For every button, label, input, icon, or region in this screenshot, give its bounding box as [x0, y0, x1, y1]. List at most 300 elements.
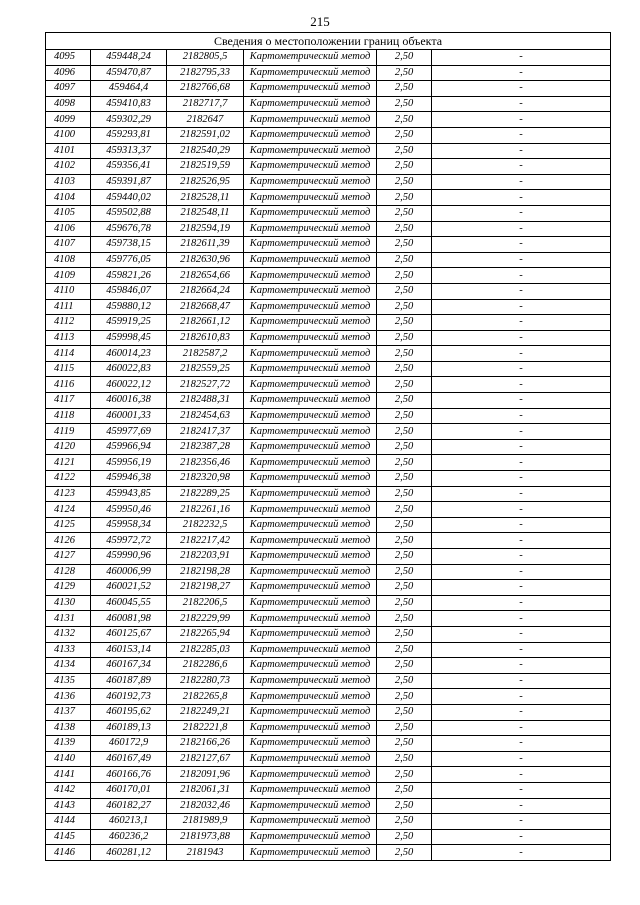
y-coordinate-cell: 2182229,99 — [167, 611, 244, 627]
x-coordinate-cell: 459950,46 — [91, 502, 167, 518]
accuracy-cell: 2,50 — [377, 174, 432, 190]
x-coordinate-cell: 459972,72 — [91, 533, 167, 549]
x-coordinate-cell: 460192,73 — [91, 689, 167, 705]
method-cell: Картометрический метод — [244, 81, 377, 97]
accuracy-cell: 2,50 — [377, 143, 432, 159]
accuracy-cell: 2,50 — [377, 517, 432, 533]
table-row — [46, 50, 611, 66]
x-coordinate-cell: 460189,13 — [91, 720, 167, 736]
point-number-cell: 4097 — [46, 81, 91, 97]
accuracy-cell: 2,50 — [377, 814, 432, 830]
accuracy-cell: 2,50 — [377, 533, 432, 549]
y-coordinate-cell: 2182249,21 — [167, 704, 244, 720]
accuracy-cell: 2,50 — [377, 502, 432, 518]
y-coordinate-cell: 2182280,73 — [167, 673, 244, 689]
accuracy-cell: 2,50 — [377, 486, 432, 502]
accuracy-cell: 2,50 — [377, 845, 432, 861]
y-coordinate-cell: 2182610,83 — [167, 330, 244, 346]
method-cell: Картометрический метод — [244, 689, 377, 705]
x-coordinate-cell: 459880,12 — [91, 299, 167, 315]
x-coordinate-cell: 459293,81 — [91, 127, 167, 143]
description-cell: - — [432, 330, 611, 346]
accuracy-cell: 2,50 — [377, 299, 432, 315]
method-cell: Картометрический метод — [244, 642, 377, 658]
method-cell: Картометрический метод — [244, 143, 377, 159]
description-cell: - — [432, 564, 611, 580]
y-coordinate-cell: 2182265,94 — [167, 626, 244, 642]
accuracy-cell: 2,50 — [377, 751, 432, 767]
point-number-cell: 4096 — [46, 65, 91, 81]
x-coordinate-cell: 459998,45 — [91, 330, 167, 346]
method-cell: Картометрический метод — [244, 486, 377, 502]
accuracy-cell: 2,50 — [377, 424, 432, 440]
accuracy-cell: 2,50 — [377, 626, 432, 642]
accuracy-cell: 2,50 — [377, 96, 432, 112]
method-cell: Картометрический метод — [244, 330, 377, 346]
method-cell: Картометрический метод — [244, 611, 377, 627]
accuracy-cell: 2,50 — [377, 549, 432, 565]
point-number-cell: 4104 — [46, 190, 91, 206]
point-number-cell: 4144 — [46, 814, 91, 830]
table-row — [46, 112, 611, 128]
x-coordinate-cell: 459946,38 — [91, 471, 167, 487]
y-coordinate-cell: 2182668,47 — [167, 299, 244, 315]
y-coordinate-cell: 2182654,66 — [167, 268, 244, 284]
point-number-cell: 4108 — [46, 252, 91, 268]
description-cell: - — [432, 767, 611, 783]
table-row — [46, 580, 611, 596]
y-coordinate-cell: 2182221,8 — [167, 720, 244, 736]
x-coordinate-cell: 459410,83 — [91, 96, 167, 112]
description-cell: - — [432, 486, 611, 502]
x-coordinate-cell: 460125,67 — [91, 626, 167, 642]
method-cell: Картометрический метод — [244, 268, 377, 284]
x-coordinate-cell: 460081,98 — [91, 611, 167, 627]
description-cell: - — [432, 252, 611, 268]
method-cell: Картометрический метод — [244, 346, 377, 362]
y-coordinate-cell: 2182387,28 — [167, 439, 244, 455]
table-row — [46, 626, 611, 642]
accuracy-cell: 2,50 — [377, 455, 432, 471]
table-row — [46, 564, 611, 580]
point-number-cell: 4099 — [46, 112, 91, 128]
description-cell: - — [432, 315, 611, 331]
x-coordinate-cell: 460167,34 — [91, 658, 167, 674]
table-row — [46, 767, 611, 783]
table-row — [46, 315, 611, 331]
method-cell: Картометрический метод — [244, 424, 377, 440]
table-row — [46, 81, 611, 97]
description-cell: - — [432, 455, 611, 471]
table-row — [46, 533, 611, 549]
x-coordinate-cell: 460167,49 — [91, 751, 167, 767]
description-cell: - — [432, 814, 611, 830]
accuracy-cell: 2,50 — [377, 767, 432, 783]
point-number-cell: 4095 — [46, 50, 91, 66]
table-row — [46, 408, 611, 424]
description-cell: - — [432, 205, 611, 221]
method-cell: Картометрический метод — [244, 190, 377, 206]
point-number-cell: 4125 — [46, 517, 91, 533]
x-coordinate-cell: 459977,69 — [91, 424, 167, 440]
point-number-cell: 4098 — [46, 96, 91, 112]
x-coordinate-cell: 459776,05 — [91, 252, 167, 268]
point-number-cell: 4137 — [46, 704, 91, 720]
x-coordinate-cell: 459356,41 — [91, 159, 167, 175]
x-coordinate-cell: 459846,07 — [91, 283, 167, 299]
method-cell: Картометрический метод — [244, 408, 377, 424]
table-row — [46, 346, 611, 362]
table-row — [46, 455, 611, 471]
point-number-cell: 4129 — [46, 580, 91, 596]
accuracy-cell: 2,50 — [377, 736, 432, 752]
x-coordinate-cell: 459448,24 — [91, 50, 167, 66]
table-row — [46, 611, 611, 627]
x-coordinate-cell: 460172,9 — [91, 736, 167, 752]
method-cell: Картометрический метод — [244, 377, 377, 393]
y-coordinate-cell: 2182528,11 — [167, 190, 244, 206]
y-coordinate-cell: 2182061,31 — [167, 782, 244, 798]
x-coordinate-cell: 459990,96 — [91, 549, 167, 565]
point-number-cell: 4101 — [46, 143, 91, 159]
accuracy-cell: 2,50 — [377, 829, 432, 845]
point-number-cell: 4133 — [46, 642, 91, 658]
accuracy-cell: 2,50 — [377, 704, 432, 720]
description-cell: - — [432, 549, 611, 565]
point-number-cell: 4107 — [46, 237, 91, 253]
point-number-cell: 4145 — [46, 829, 91, 845]
point-number-cell: 4132 — [46, 626, 91, 642]
y-coordinate-cell: 2182488,31 — [167, 393, 244, 409]
point-number-cell: 4130 — [46, 595, 91, 611]
accuracy-cell: 2,50 — [377, 471, 432, 487]
point-number-cell: 4109 — [46, 268, 91, 284]
point-number-cell: 4136 — [46, 689, 91, 705]
y-coordinate-cell: 2182766,68 — [167, 81, 244, 97]
table-row — [46, 221, 611, 237]
method-cell: Картометрический метод — [244, 50, 377, 66]
method-cell: Картометрический метод — [244, 533, 377, 549]
table-row — [46, 127, 611, 143]
y-coordinate-cell: 2182127,67 — [167, 751, 244, 767]
x-coordinate-cell: 459440,02 — [91, 190, 167, 206]
point-number-cell: 4116 — [46, 377, 91, 393]
accuracy-cell: 2,50 — [377, 642, 432, 658]
y-coordinate-cell: 2182594,19 — [167, 221, 244, 237]
table-row — [46, 361, 611, 377]
x-coordinate-cell: 459956,19 — [91, 455, 167, 471]
accuracy-cell: 2,50 — [377, 221, 432, 237]
point-number-cell: 4110 — [46, 283, 91, 299]
y-coordinate-cell: 2182261,16 — [167, 502, 244, 518]
description-cell: - — [432, 580, 611, 596]
y-coordinate-cell: 2182527,72 — [167, 377, 244, 393]
table-row — [46, 190, 611, 206]
point-number-cell: 4114 — [46, 346, 91, 362]
description-cell: - — [432, 626, 611, 642]
description-cell: - — [432, 174, 611, 190]
y-coordinate-cell: 2182286,6 — [167, 658, 244, 674]
method-cell: Картометрический метод — [244, 673, 377, 689]
description-cell: - — [432, 845, 611, 861]
point-number-cell: 4143 — [46, 798, 91, 814]
table-row — [46, 143, 611, 159]
accuracy-cell: 2,50 — [377, 782, 432, 798]
description-cell: - — [432, 159, 611, 175]
accuracy-cell: 2,50 — [377, 408, 432, 424]
description-cell: - — [432, 127, 611, 143]
table-row — [46, 393, 611, 409]
x-coordinate-cell: 459943,85 — [91, 486, 167, 502]
table-row — [46, 65, 611, 81]
point-number-cell: 4105 — [46, 205, 91, 221]
method-cell: Картометрический метод — [244, 205, 377, 221]
accuracy-cell: 2,50 — [377, 315, 432, 331]
x-coordinate-cell: 460170,01 — [91, 782, 167, 798]
table-title: Сведения о местоположении границ объекта — [46, 33, 611, 50]
accuracy-cell: 2,50 — [377, 393, 432, 409]
accuracy-cell: 2,50 — [377, 330, 432, 346]
description-cell: - — [432, 50, 611, 66]
description-cell: - — [432, 704, 611, 720]
table-row — [46, 205, 611, 221]
x-coordinate-cell: 460016,38 — [91, 393, 167, 409]
y-coordinate-cell: 2182285,03 — [167, 642, 244, 658]
method-cell: Картометрический метод — [244, 814, 377, 830]
accuracy-cell: 2,50 — [377, 580, 432, 596]
table-row — [46, 377, 611, 393]
table-row — [46, 658, 611, 674]
x-coordinate-cell: 459470,87 — [91, 65, 167, 81]
description-cell: - — [432, 377, 611, 393]
y-coordinate-cell: 2182587,2 — [167, 346, 244, 362]
description-cell: - — [432, 829, 611, 845]
x-coordinate-cell: 459966,94 — [91, 439, 167, 455]
point-number-cell: 4115 — [46, 361, 91, 377]
accuracy-cell: 2,50 — [377, 658, 432, 674]
table-row — [46, 502, 611, 518]
method-cell: Картометрический метод — [244, 393, 377, 409]
accuracy-cell: 2,50 — [377, 65, 432, 81]
table-row — [46, 782, 611, 798]
x-coordinate-cell: 459919,25 — [91, 315, 167, 331]
table-row — [46, 798, 611, 814]
point-number-cell: 4113 — [46, 330, 91, 346]
accuracy-cell: 2,50 — [377, 159, 432, 175]
y-coordinate-cell: 2182166,26 — [167, 736, 244, 752]
method-cell: Картометрический метод — [244, 252, 377, 268]
description-cell: - — [432, 361, 611, 377]
table-row — [46, 673, 611, 689]
table-row — [46, 704, 611, 720]
method-cell: Картометрический метод — [244, 580, 377, 596]
y-coordinate-cell: 2182519,59 — [167, 159, 244, 175]
accuracy-cell: 2,50 — [377, 361, 432, 377]
method-cell: Картометрический метод — [244, 829, 377, 845]
point-number-cell: 4100 — [46, 127, 91, 143]
x-coordinate-cell: 459502,88 — [91, 205, 167, 221]
table-row — [46, 237, 611, 253]
point-number-cell: 4135 — [46, 673, 91, 689]
point-number-cell: 4142 — [46, 782, 91, 798]
y-coordinate-cell: 2182548,11 — [167, 205, 244, 221]
description-cell: - — [432, 143, 611, 159]
y-coordinate-cell: 2182591,02 — [167, 127, 244, 143]
x-coordinate-cell: 460006,99 — [91, 564, 167, 580]
x-coordinate-cell: 459464,4 — [91, 81, 167, 97]
point-number-cell: 4128 — [46, 564, 91, 580]
method-cell: Картометрический метод — [244, 736, 377, 752]
y-coordinate-cell: 2182203,91 — [167, 549, 244, 565]
table-body — [46, 33, 611, 861]
method-cell: Картометрический метод — [244, 502, 377, 518]
x-coordinate-cell: 459821,26 — [91, 268, 167, 284]
description-cell: - — [432, 393, 611, 409]
description-cell: - — [432, 736, 611, 752]
accuracy-cell: 2,50 — [377, 50, 432, 66]
x-coordinate-cell: 459391,87 — [91, 174, 167, 190]
description-cell: - — [432, 798, 611, 814]
method-cell: Картометрический метод — [244, 767, 377, 783]
accuracy-cell: 2,50 — [377, 346, 432, 362]
x-coordinate-cell: 460281,12 — [91, 845, 167, 861]
point-number-cell: 4140 — [46, 751, 91, 767]
x-coordinate-cell: 460014,23 — [91, 346, 167, 362]
table-row — [46, 424, 611, 440]
description-cell: - — [432, 720, 611, 736]
method-cell: Картометрический метод — [244, 96, 377, 112]
accuracy-cell: 2,50 — [377, 205, 432, 221]
description-cell: - — [432, 190, 611, 206]
description-cell: - — [432, 689, 611, 705]
x-coordinate-cell: 460195,62 — [91, 704, 167, 720]
method-cell: Картометрический метод — [244, 564, 377, 580]
point-number-cell: 4123 — [46, 486, 91, 502]
method-cell: Картометрический метод — [244, 299, 377, 315]
method-cell: Картометрический метод — [244, 439, 377, 455]
method-cell: Картометрический метод — [244, 517, 377, 533]
y-coordinate-cell: 2181973,88 — [167, 829, 244, 845]
table-row — [46, 595, 611, 611]
accuracy-cell: 2,50 — [377, 689, 432, 705]
point-number-cell: 4112 — [46, 315, 91, 331]
point-number-cell: 4139 — [46, 736, 91, 752]
table-row — [46, 549, 611, 565]
method-cell: Картометрический метод — [244, 658, 377, 674]
x-coordinate-cell: 460236,2 — [91, 829, 167, 845]
x-coordinate-cell: 460213,1 — [91, 814, 167, 830]
point-number-cell: 4106 — [46, 221, 91, 237]
description-cell: - — [432, 65, 611, 81]
x-coordinate-cell: 459676,78 — [91, 221, 167, 237]
point-number-cell: 4111 — [46, 299, 91, 315]
point-number-cell: 4120 — [46, 439, 91, 455]
y-coordinate-cell: 2182795,33 — [167, 65, 244, 81]
description-cell: - — [432, 81, 611, 97]
description-cell: - — [432, 268, 611, 284]
accuracy-cell: 2,50 — [377, 283, 432, 299]
table-row — [46, 159, 611, 175]
description-cell: - — [432, 299, 611, 315]
x-coordinate-cell: 460045,55 — [91, 595, 167, 611]
table-row — [46, 829, 611, 845]
table-row — [46, 330, 611, 346]
table-row — [46, 720, 611, 736]
description-cell: - — [432, 96, 611, 112]
x-coordinate-cell: 460166,76 — [91, 767, 167, 783]
y-coordinate-cell: 2182198,27 — [167, 580, 244, 596]
method-cell: Картометрический метод — [244, 65, 377, 81]
point-number-cell: 4119 — [46, 424, 91, 440]
y-coordinate-cell: 2182664,24 — [167, 283, 244, 299]
y-coordinate-cell: 2182289,25 — [167, 486, 244, 502]
table-row — [46, 814, 611, 830]
table-row — [46, 439, 611, 455]
x-coordinate-cell: 459958,34 — [91, 517, 167, 533]
point-number-cell: 4146 — [46, 845, 91, 861]
accuracy-cell: 2,50 — [377, 112, 432, 128]
description-cell: - — [432, 658, 611, 674]
description-cell: - — [432, 283, 611, 299]
point-number-cell: 4127 — [46, 549, 91, 565]
description-cell: - — [432, 471, 611, 487]
description-cell: - — [432, 673, 611, 689]
point-number-cell: 4126 — [46, 533, 91, 549]
table-row — [46, 689, 611, 705]
y-coordinate-cell: 2182265,8 — [167, 689, 244, 705]
table-row — [46, 736, 611, 752]
x-coordinate-cell: 459738,15 — [91, 237, 167, 253]
y-coordinate-cell: 2182198,28 — [167, 564, 244, 580]
x-coordinate-cell: 460153,14 — [91, 642, 167, 658]
accuracy-cell: 2,50 — [377, 611, 432, 627]
point-number-cell: 4118 — [46, 408, 91, 424]
description-cell: - — [432, 408, 611, 424]
x-coordinate-cell: 460001,33 — [91, 408, 167, 424]
x-coordinate-cell: 459313,37 — [91, 143, 167, 159]
point-number-cell: 4121 — [46, 455, 91, 471]
method-cell: Картометрический метод — [244, 315, 377, 331]
method-cell: Картометрический метод — [244, 595, 377, 611]
accuracy-cell: 2,50 — [377, 237, 432, 253]
y-coordinate-cell: 2182647 — [167, 112, 244, 128]
table-row — [46, 174, 611, 190]
y-coordinate-cell: 2182454,63 — [167, 408, 244, 424]
description-cell: - — [432, 611, 611, 627]
method-cell: Картометрический метод — [244, 704, 377, 720]
description-cell: - — [432, 502, 611, 518]
method-cell: Картометрический метод — [244, 782, 377, 798]
accuracy-cell: 2,50 — [377, 377, 432, 393]
x-coordinate-cell: 460022,83 — [91, 361, 167, 377]
method-cell: Картометрический метод — [244, 127, 377, 143]
table-row — [46, 471, 611, 487]
point-number-cell: 4117 — [46, 393, 91, 409]
description-cell: - — [432, 595, 611, 611]
y-coordinate-cell: 2182540,29 — [167, 143, 244, 159]
description-cell: - — [432, 424, 611, 440]
x-coordinate-cell: 460021,52 — [91, 580, 167, 596]
method-cell: Картометрический метод — [244, 112, 377, 128]
description-cell: - — [432, 517, 611, 533]
x-coordinate-cell: 459302,29 — [91, 112, 167, 128]
y-coordinate-cell: 2182526,95 — [167, 174, 244, 190]
accuracy-cell: 2,50 — [377, 268, 432, 284]
table-row — [46, 845, 611, 861]
y-coordinate-cell: 2182217,42 — [167, 533, 244, 549]
description-cell: - — [432, 782, 611, 798]
y-coordinate-cell: 2181943 — [167, 845, 244, 861]
